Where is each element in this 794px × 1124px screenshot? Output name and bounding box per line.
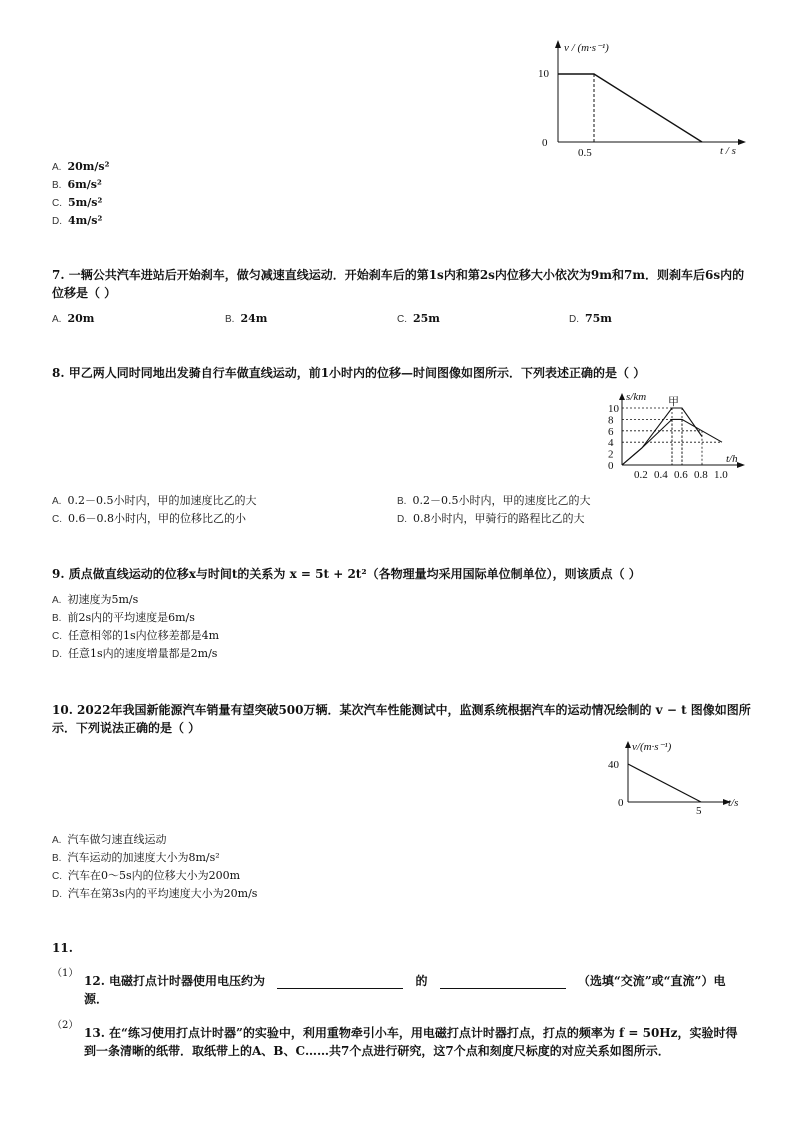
q10-option-d[interactable]: D. 汽车在第3s内的平均速度大小为20m/s — [52, 887, 258, 900]
fig2-xtick-1.0: 1.0 — [714, 469, 728, 481]
fig1-ylabel: v / (m·s⁻¹) — [564, 42, 609, 54]
fig2-xtick-0.2: 0.2 — [634, 469, 648, 481]
q6-option-b[interactable]: B. 6m/s² — [52, 178, 102, 191]
fig2-series-label: 甲 — [668, 396, 679, 408]
q9-stem: 9. 质点做直线运动的位移x与时间t的关系为 x = 5t + 2t²（各物理量均采用国际单位制单位），则该质点（ ） — [52, 567, 641, 581]
q8-option-d[interactable]: D. 0.8小时内，甲骑行的路程比乙的大 — [397, 512, 585, 525]
q11-sub1-text-a: 12. 电磁打点计时器使用电压约为 — [84, 974, 266, 988]
fig2-ytick-8: 8 — [608, 414, 614, 427]
fig2-xlabel: t/h — [726, 453, 738, 465]
fig2-ytick-0: 0 — [608, 460, 614, 472]
q6-option-d[interactable]: D. 4m/s² — [52, 214, 103, 227]
vt-graph-3 — [602, 738, 752, 822]
q7-option-c[interactable]: C. 25m — [397, 312, 440, 325]
q10-option-a[interactable]: A. 汽车做匀速直线运动 — [52, 833, 167, 846]
q8-option-a[interactable]: A. 0.2－0.5小时内，甲的加速度比乙的大 — [52, 494, 257, 507]
q8-stem: 8. 甲乙两人同时同地出发骑自行车做直线运动，前1小时内的位移—时间图像如图所示．下列表述正确的是（ ） — [52, 366, 646, 380]
fig3-ylabel: v/(m·s⁻¹) — [632, 741, 672, 753]
q11-sub2-mark: （2） — [52, 1020, 79, 1031]
q9-option-c[interactable]: C. 任意相邻的1s内位移差都是4m — [52, 629, 220, 642]
q11-sub2-line2: 到一条清晰的纸带．取纸带上的A、B、C……共7个点进行研究，这7个点和刻度尺标度的对应关系如图所示． — [84, 1044, 670, 1058]
q6-option-c[interactable]: C. 5m/s² — [52, 196, 103, 209]
q11-sub1-text-c: （选填“交流”或“直流”）电 — [577, 974, 726, 988]
q10-stem-line1: 10. 2022年我国新能源汽车销量有望突破500万辆．某次汽车性能测试中，监测系统根据汽车的运动情况绘制的 v − t 图像如图所 — [52, 703, 751, 717]
fig3-xtick-5: 5 — [696, 805, 702, 817]
fig2-ytick-2: 2 — [608, 448, 614, 461]
q11-sub2-line1: 13. 在“练习使用打点计时器”的实验中，利用重物牵引小车，用电磁打点计时器打点，打点的频率为 f = 50Hz，实验时得 — [84, 1026, 738, 1040]
q11-sub1-mark: （1） — [52, 968, 79, 979]
q11-number: 11. — [52, 941, 73, 955]
fig1-origin: 0 — [542, 137, 548, 149]
fig1-xtick-0.5: 0.5 — [578, 147, 592, 159]
q10-stem-line2: 示．下列说法正确的是（ ） — [52, 721, 201, 735]
fig3-ytick-40: 40 — [608, 759, 619, 771]
q9-option-a[interactable]: A. 初速度为5m/s — [52, 593, 139, 606]
fig2-ytick-6: 6 — [608, 425, 614, 438]
q7-stem-line1: 7. 一辆公共汽车进站后开始刹车，做匀减速直线运动．开始刹车后的第1s内和第2s内位移大小依次为9m和7m．则刹车后6s内的 — [52, 268, 745, 282]
fig2-xtick-0.4: 0.4 — [654, 469, 668, 481]
q10-option-c[interactable]: C. 汽车在0～5s内的位移大小为200m — [52, 869, 241, 882]
fig3-velocity-line — [628, 764, 701, 802]
st-graph-2 — [600, 390, 750, 482]
q8-option-b[interactable]: B. 0.2－0.5小时内，甲的速度比乙的大 — [397, 494, 591, 507]
vt-graph-1 — [530, 36, 750, 161]
fig2-ytick-10: 10 — [608, 403, 619, 415]
q10-option-b[interactable]: B. 汽车运动的加速度大小为8m/s² — [52, 851, 220, 864]
q11-sub1-line1 — [84, 973, 725, 989]
q11-sub1-text-b: 的 — [415, 974, 428, 988]
q7-option-d[interactable]: D. 75m — [569, 312, 612, 325]
q7-stem-line2: 位移是（ ） — [52, 286, 117, 300]
fig1-xlabel: t / s — [720, 145, 736, 157]
fig2-series-0 — [622, 408, 702, 465]
fig2-xtick-0.8: 0.8 — [694, 469, 708, 481]
q7-option-a[interactable]: A. 20m — [52, 312, 95, 325]
q9-option-b[interactable]: B. 前2s内的平均速度是6m/s — [52, 611, 195, 624]
q9-option-d[interactable]: D. 任意1s内的速度增量都是2m/s — [52, 647, 218, 660]
current-type-answer-blank[interactable] — [440, 976, 566, 989]
fig2-ytick-4: 4 — [608, 437, 614, 450]
q11-sub1-line2: 源． — [84, 992, 109, 1006]
fig2-ylabel: s/km — [626, 391, 647, 403]
fig3-xlabel: t/s — [728, 797, 739, 809]
q7-option-b[interactable]: B. 24m — [225, 312, 268, 325]
fig2-xtick-0.6: 0.6 — [674, 469, 688, 481]
q6-option-a[interactable]: A. 20m/s² — [52, 160, 110, 173]
voltage-answer-blank[interactable] — [277, 976, 403, 989]
fig3-origin: 0 — [618, 797, 624, 809]
q8-option-c[interactable]: C. 0.6－0.8小时内，甲的位移比乙的小 — [52, 512, 246, 525]
fig1-velocity-line — [558, 74, 702, 142]
fig1-ytick-10: 10 — [538, 68, 549, 80]
